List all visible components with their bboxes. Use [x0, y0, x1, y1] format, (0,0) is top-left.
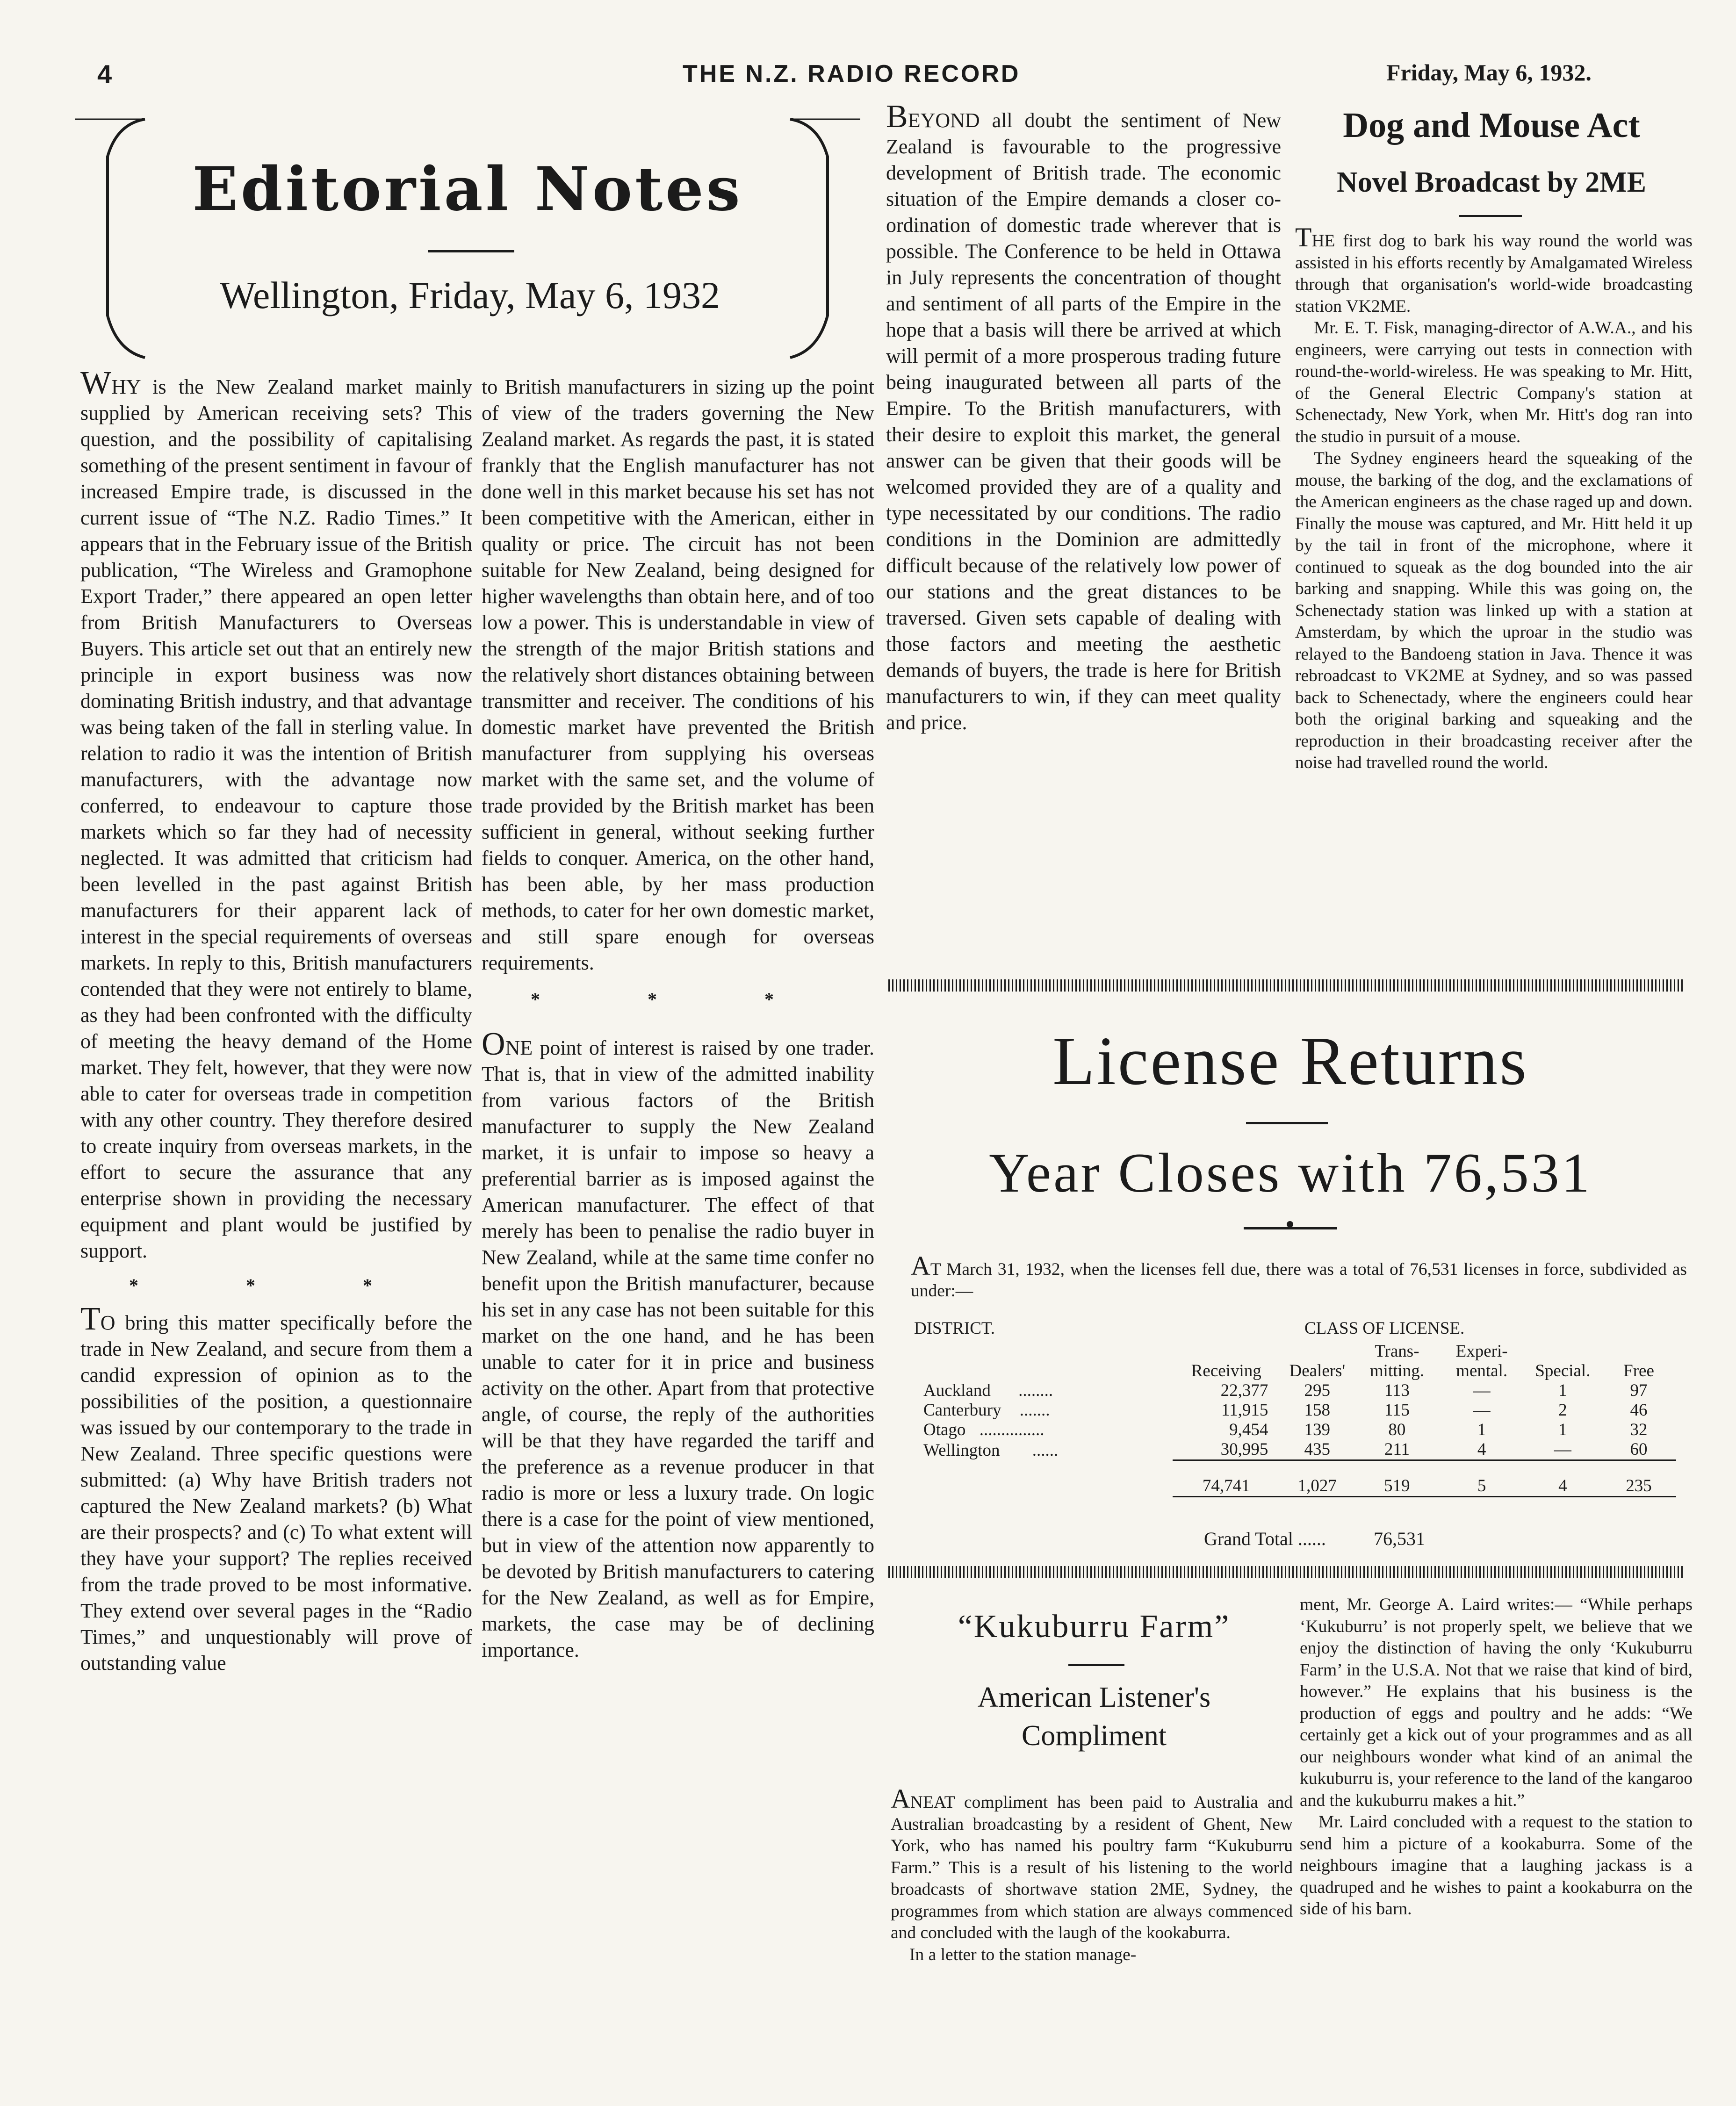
editorial-paragraph-3: ONE point of interest is raised by one trader. That is, that in view of the admitted inability from various factors of the British manufacturer to supply the New Zealand market, it is unfair to impose so heavy a preferential barrier as is imposed against the American manufacturer. The effect of that merely has been to penalise the radio buyer in New Zealand, while at the same time confer no benefit upon the British manufacturer, because his set in any case has not been suitable for this market on the one hand, and he has been unable to cater for it in price and business activity on the other. Apart from that protective angle, of course, the reply of the authorities will be that they have regarded the tariff and the preference as a revenue producer in that radio is more or less a luxury trade. On logic there is a case for the point of view mentioned, but in view of the attention now apparently to be devoted by British manufacturers to catering for the New Zealand, as well as for Empire, markets, the case may be of declining importance. — [482, 1026, 874, 1661]
cell: 4 — [1477, 1440, 1486, 1459]
license-title-rule — [1246, 1122, 1328, 1124]
editorial-frame — [75, 115, 860, 362]
district-name: Auckland — [923, 1381, 991, 1400]
cell: 2 — [1558, 1401, 1567, 1420]
kukuburru-paragraph-3: ment, Mr. George A. Laird writes:— “While perhaps ‘Kukuburru’ is not properly spelt, we believe that we enjoy the distinction of having the only ‘Kukuburru Farm’ in the U.S.A. Not that we raise that kind of bird, however.” He explains that his business is the production of eggs and poultry and he adds: “We certainly get a kick out of your programmes and as all our neighbours wonder what kind of an animal the kukuburru is, your reference to the land of the kangaroo and the kukuburru makes a hit.” — [1300, 1595, 1693, 1810]
page-number: 4 — [97, 59, 112, 89]
cell: 295 — [1304, 1381, 1331, 1400]
kukuburru-column-2 — [1300, 1594, 1693, 1920]
kukuburru-paragraph-2: In a letter to the station manage- — [909, 1945, 1137, 1964]
cell: 211 — [1384, 1440, 1410, 1459]
district-name: Wellington — [923, 1440, 1000, 1460]
table-row — [923, 1401, 1676, 1420]
editorial-heading: Editorial Notes — [192, 154, 743, 224]
drop-cap: T — [80, 1301, 101, 1337]
editorial-heading-rule — [428, 250, 514, 252]
license-table — [923, 1341, 1676, 1497]
cell: 60 — [1630, 1440, 1648, 1459]
leader-dots: ........ — [1018, 1381, 1053, 1400]
kukuburru-column-1 — [891, 1783, 1293, 1966]
cell: 115 — [1384, 1401, 1410, 1420]
leader-dots: ....... — [1019, 1401, 1050, 1420]
grand-total-value: 76,531 — [1374, 1528, 1425, 1549]
cell: 80 — [1388, 1420, 1406, 1439]
drop-cap: B — [886, 99, 908, 135]
issue-date: Friday, May 6, 1932. — [1386, 59, 1592, 86]
kukuburru-title: “Kukuburru Farm” — [958, 1609, 1231, 1645]
cell: 435 — [1304, 1440, 1331, 1459]
drop-cap: W — [80, 365, 112, 401]
section-separator: * * * — [129, 1275, 424, 1296]
cell: 9,454 — [1229, 1420, 1268, 1439]
grand-total-label: Grand Total ...... — [1204, 1528, 1326, 1549]
editorial-dateline: Wellington, Friday, May 6, 1932 — [220, 274, 720, 316]
license-district-header: DISTRICT. — [914, 1319, 995, 1338]
total-cell: 519 — [1354, 1460, 1439, 1497]
col-transmitting: Trans- mitting. — [1369, 1342, 1424, 1380]
cell: — — [1473, 1401, 1491, 1420]
license-intro: AT March 31, 1932, when the licenses fell due, there was a total of 76,531 licenses in force, subdivided as under:— — [911, 1251, 1687, 1301]
editorial-column-3 — [886, 99, 1281, 736]
editorial-paragraph-4: BEYOND all doubt the sentiment of New Zealand is favourable to the progressive development of British trade. The economic situation of the Empire demands a closer co-ordination of domestic trade wherever that is possible. The Conference to be held in Ottawa in July represents the concentration of thought and sentiment of all parts of the Empire in the hope that a basis will there be arrived at which will permit of a more prosperous trading future being inaugurated between all parts of the Empire. To the British manufacturers, with their desire to exploit this market, the general answer can be given that their goods will be welcomed provided they are of a quality and type necessitated by our conditions. The radio conditions in the Dominion are admittedly difficult because of the relatively low power of our stations and the great distances to be traversed. Given sets capable of dealing with those factors and meeting the aesthetic demands of buyers, the trade is here for British manufacturers to win, if they can meet quality and price. — [886, 99, 1281, 734]
kukuburru-subtitle: American Listener's Compliment — [977, 1682, 1211, 1752]
cell: — — [1554, 1440, 1571, 1459]
col-special: Special. — [1535, 1361, 1591, 1380]
editorial-paragraph-1: WHY is the New Zealand market mainly supplied by American receiving sets? This question, and the possibility of capitalising something of the present sentiment in favour of increased Empire trade, is discussed in the current issue of “The N.Z. Radio Times.” It appears that in the February issue of the British publication, “The Wireless and Gramophone Export Trader,” there appeared an open letter from British Manufacturers to Overseas Buyers. This article set out that an entirely new principle in export business was now dominating British industry, and that advantage was being taken of the fall in sterling value. In relation to radio it was the intention of British manufacturers, with the advantage now conferred, to endeavour to capture those markets which so far they had of necessity neglected. It was admitted that criticism had been levelled in the past against British manufacturers for their apparent lack of interest in the special requirements of overseas markets. In reply to this, British manufacturers contended that they were not entirely to blame, as they had been confronted with the difficulty of meeting the heavy demand of the Home market. They felt, however, that they were now able to cater for overseas trade in competition with any other country. They therefore desired to create inquiry from overseas markets, in the effort to secure the assurance that any enterprise shown in providing the necessary equipment and plant would be justified by support. — [80, 365, 472, 1262]
kukuburru-paragraph-4: Mr. Laird concluded with a request to the station to send him a picture of a kookaburra. Some of the neighbours imagine that a laughing jackass is a quadruped and he wishes to paint a kookaburra on the side of his barn. — [1300, 1812, 1693, 1919]
cell: 11,915 — [1221, 1401, 1268, 1420]
total-cell: 74,741 — [1173, 1460, 1280, 1497]
col-dealers: Dealers' — [1289, 1361, 1346, 1380]
totals-row — [923, 1460, 1676, 1497]
col-free: Free — [1623, 1361, 1654, 1380]
table-row — [923, 1381, 1676, 1401]
publication-title: THE N.Z. RADIO RECORD — [683, 60, 1021, 87]
drop-cap: T — [1295, 222, 1312, 252]
license-class-header: CLASS OF LICENSE. — [1304, 1319, 1465, 1338]
license-subtitle: Year Closes with 76,531 — [989, 1142, 1592, 1204]
cell: 46 — [1630, 1401, 1648, 1420]
cell: 1 — [1558, 1420, 1567, 1439]
cell: 158 — [1304, 1401, 1331, 1420]
license-table-header — [923, 1341, 1676, 1381]
district-name: Otago — [923, 1420, 966, 1439]
cell: 113 — [1384, 1381, 1410, 1400]
kukuburru-title-rule — [1068, 1664, 1124, 1666]
editorial-column-1 — [80, 365, 472, 1676]
cell: 1 — [1477, 1420, 1486, 1439]
editorial-paragraph-2-continued: to British manufacturers in sizing up the point of view of the traders governing the New Zealand market. As regards the past, it is stated frankly that the English manufacturer has not done well in this market because his set has not been competitive with the American, either in quality or price. The circuit has not been suitable for New Zealand, being designed for higher wavelengths than obtain here, and of too low a power. This is understandable in view of the strength of the major British stations and the relatively short distances obtaining between transmitter and receiver. The conditions of his domestic market have prevented the British manufacturer from supplying his overseas market with the same set, and the volume of trade provided by the British market has been sufficient in general, without seeking further fields to conquer. America, on the other hand, has been able, by her mass production methods, to cater for her own domestic market, and still spare enough for overseas requirements. — [482, 375, 874, 974]
license-title: License Returns — [1052, 1023, 1528, 1100]
kukuburru-paragraph-1: ANEAT compliment has been paid to Australia and Australian broadcasting by a resident of Ghent, New York, who has named his poultry farm “Kukuburru Farm.” This is a result of his listening to the world broadcasts of shortwave station 2ME, Sydney, the programmes from which station are always commenced and concluded with the laugh of the kookaburra. — [891, 1783, 1293, 1942]
total-cell: 5 — [1440, 1460, 1524, 1497]
dog-article-subtitle: Novel Broadcast by 2ME — [1337, 166, 1646, 198]
section-separator: * * * — [531, 989, 825, 1010]
dog-article-rule — [1459, 215, 1522, 217]
cell: 97 — [1630, 1381, 1648, 1400]
drop-cap: O — [482, 1026, 505, 1062]
col-receiving: Receiving — [1191, 1361, 1261, 1380]
leader-dots: ............... — [979, 1420, 1044, 1439]
cell: 22,377 — [1220, 1381, 1268, 1400]
total-cell: 235 — [1601, 1460, 1676, 1497]
editorial-column-2 — [482, 374, 874, 1663]
cell: 30,995 — [1220, 1440, 1268, 1459]
district-name: Canterbury — [923, 1401, 1001, 1420]
editorial-paragraph-2: TO bring this matter specifically before the trade in New Zealand, and secure from them a candid expression of opinion as to the possibilities of the position, a questionnaire was issued by our contemporary to the trade in New Zealand. Three specific questions were submitted: (a) Why have British traders not captured the New Zealand markets? (b) What are their prospects? and (c) To what extent will they have your support? The replies received from the trade proved to be most informative. They extend over several pages in the “Radio Times,” and unquestionably will prove of outstanding value — [80, 1301, 472, 1675]
drop-cap: A — [891, 1783, 910, 1814]
total-cell: 4 — [1524, 1460, 1601, 1497]
total-cell: 1,027 — [1280, 1460, 1354, 1497]
dog-paragraph-2: Mr. E. T. Fisk, managing-director of A.W.A., and his engineers, were carrying out tests in connection with round-the-world-wireless. He was speaking to Mr. Hitt, of the General Electric Company's station at Schenectady, New York, when Mr. Hitt's dog ran into the studio in pursuit of a mouse. — [1295, 318, 1693, 446]
drop-cap: A — [911, 1251, 930, 1281]
ornament-dot — [1287, 1221, 1293, 1228]
dog-paragraph-3: The Sydney engineers heard the squeaking of the mouse, the barking of the dog, and the exclamations of the American engineers as the chase raged up and down. Finally the mouse was captured, and Mr. Hitt held it up by the tail in front of the microphone, where it continued to squeak as the dog bounded into the air barking and snapping. While this was going on, the Schenectady station was linked up with a station at Amsterdam, by which the uproar in the studio was relayed to the Bandoeng station in Java. Thence it was rebroadcast to VK2ME at Sydney, and so was passed back to Schenectady, where the engineers could hear both the original barking and squeaking and the reproduction in their broadcasting receiver after the noise had travelled round the world. — [1295, 449, 1693, 772]
dog-article-body — [1295, 222, 1693, 774]
cell: 1 — [1558, 1381, 1567, 1400]
section-divider-bottom — [888, 1566, 1683, 1578]
col-experimental: Experi- mental. — [1455, 1342, 1508, 1380]
table-row — [923, 1420, 1676, 1440]
leader-dots: ...... — [1032, 1440, 1059, 1460]
table-row — [923, 1440, 1676, 1460]
section-divider-top — [888, 979, 1683, 992]
cell: 32 — [1630, 1420, 1648, 1439]
cell: 139 — [1304, 1420, 1331, 1439]
dog-paragraph-1: THE first dog to bark his way round the world was assisted in his efforts recently by Amalgamated Wireless through that organisation's world-wide broadcasting station VK2ME. — [1295, 222, 1693, 316]
cell: — — [1473, 1381, 1491, 1400]
dog-article-title: Dog and Mouse Act — [1343, 106, 1640, 145]
